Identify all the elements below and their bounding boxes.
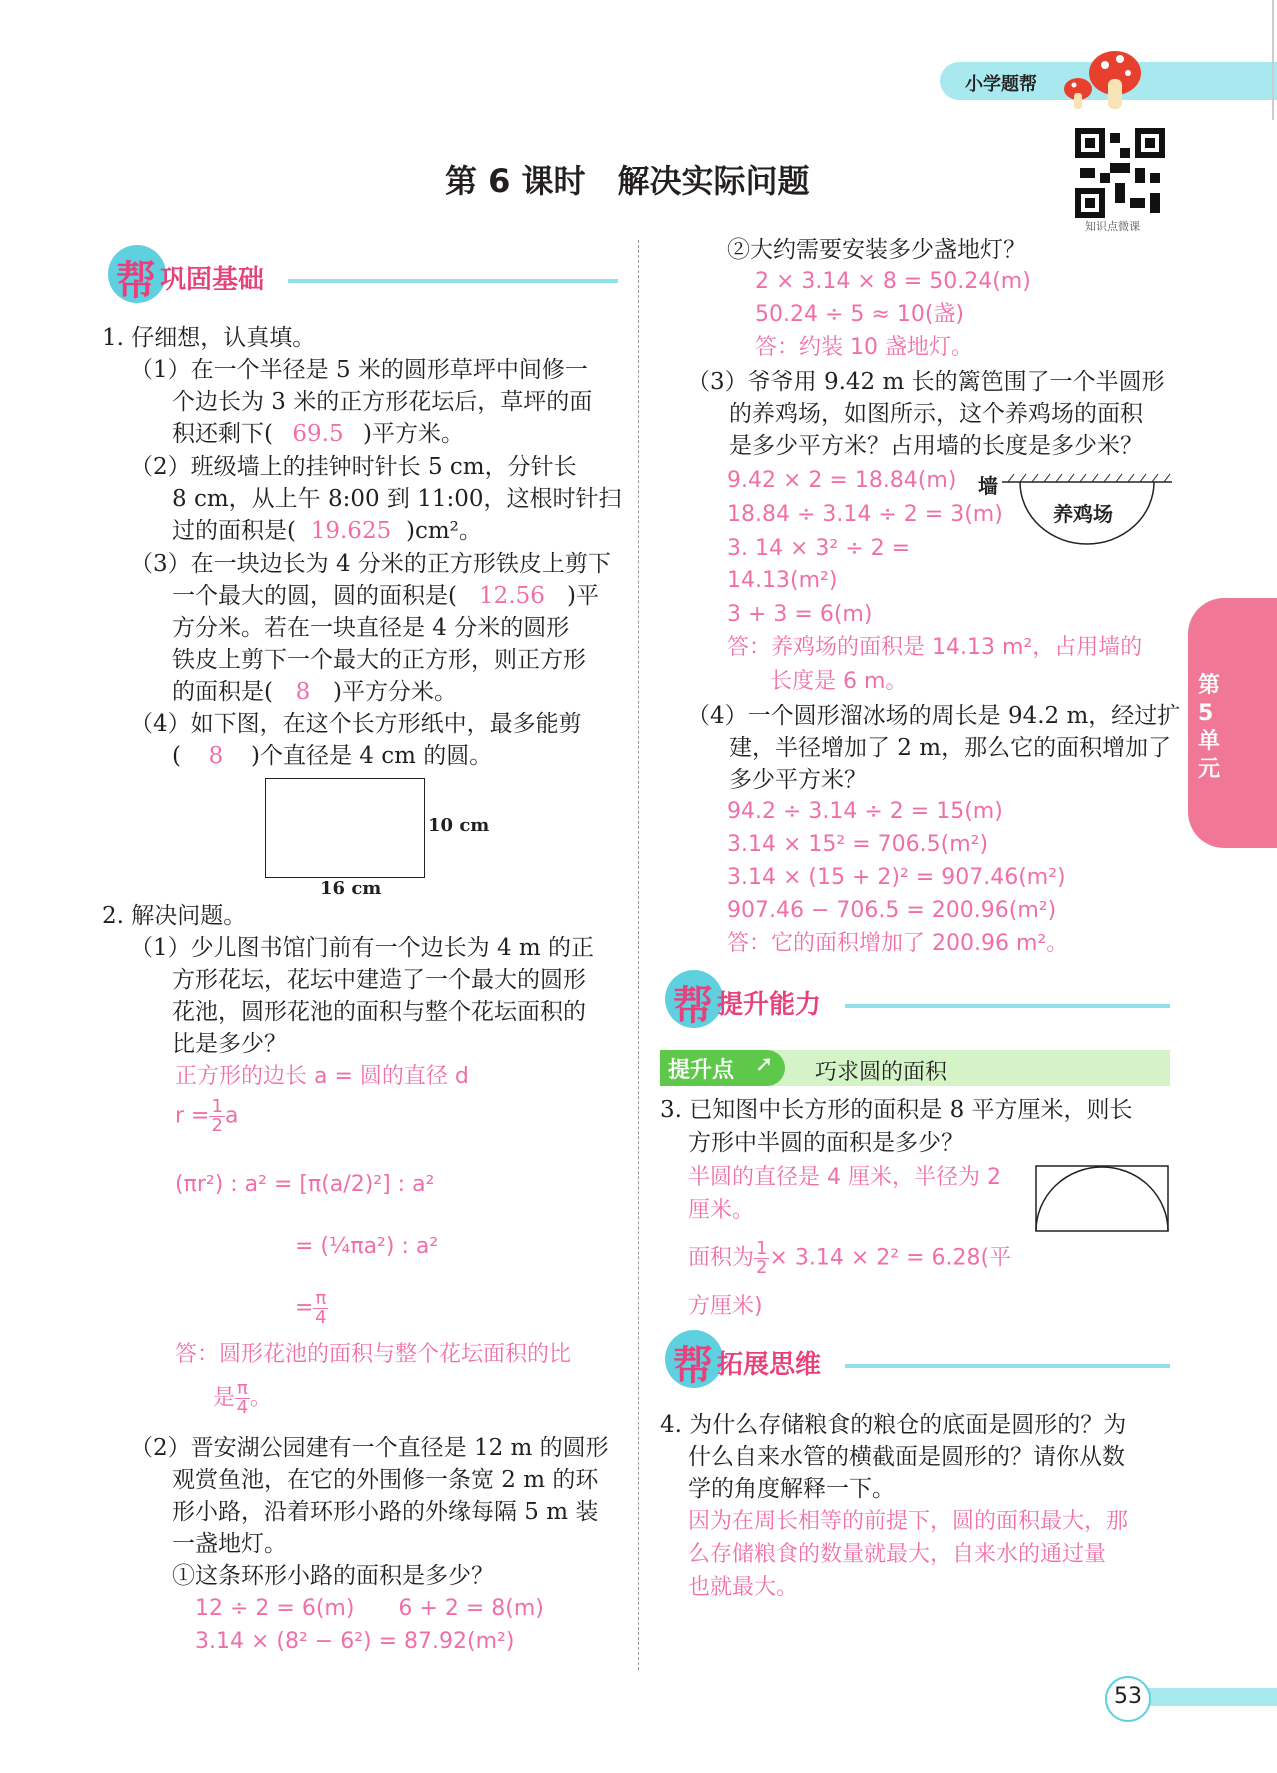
q3-line1: 3. 已知图中长方形的面积是 8 平方厘米，则长 — [660, 1097, 1133, 1123]
q2-p2-sub2: ②大约需要安装多少盏地灯？ — [727, 237, 1026, 263]
answer-blank[interactable]: 8 — [295, 679, 311, 705]
q4-answer3: 也就最大。 — [688, 1575, 799, 1600]
q2-p2-sub2-answer1: 2 × 3.14 × 8 = 50.24(m) — [755, 269, 1031, 294]
q1-p2-line3: 过的面积是( 19.625 )cm²。 — [172, 515, 482, 547]
q2-p3-line1: （3）爷爷用 9.42 m 长的篱笆围了一个半圆形 — [687, 369, 1165, 395]
q4-line1: 4. 为什么存储粮食的粮仓的底面是圆形的？为 — [660, 1412, 1127, 1438]
q2-p1-answer4: = (¼πa²) : a² — [295, 1234, 439, 1259]
q2-p1-answer2: r = $\frac{1}{2}$ a — [175, 1096, 239, 1136]
q2-p4-line1: （4）一个圆形溜冰场的周长是 94.2 m，经过扩 — [687, 703, 1181, 729]
q2-p2-line1: （2）晋安湖公园建有一个直径是 12 m 的圆形 — [130, 1435, 609, 1461]
answer-blank[interactable]: 69.5 — [292, 421, 344, 447]
page-number-band — [1130, 1688, 1277, 1706]
q2-p2-sub1-answer2: 3.14 × (8² − 6²) = 87.92(m²) — [195, 1629, 515, 1654]
page-title: 第 6 课时 解决实际问题 — [445, 162, 810, 200]
q2-p3-answer4: 14.13(m²) — [727, 568, 838, 593]
q2-p3-answer7: 长度是 6 m。 — [770, 669, 908, 694]
q2-p1-line1: （1）少儿图书馆门前有一个边长为 4 m 的正 — [130, 935, 595, 961]
q2-p2-sub1: ①这条环形小路的面积是多少？ — [172, 1563, 494, 1589]
chicken-yard-label: 养鸡场 — [1053, 502, 1113, 526]
q1-p1-line2: 个边长为 3 米的正方形花坛后，草坪的面 — [172, 389, 593, 415]
rect-width-label: 16 cm — [320, 878, 382, 899]
semicircle-rect-figure — [1035, 1165, 1170, 1233]
answer-blank[interactable]: 12.56 — [479, 583, 545, 609]
q1-p3-line5: 的面积是( 8 )平方分米。 — [172, 676, 457, 708]
q2-p2-line4: 一盏地灯。 — [172, 1531, 287, 1557]
q1-p1-line1: （1）在一个半径是 5 米的圆形草坪中间修一 — [130, 357, 588, 383]
section-improve-header: 帮 提升能力 — [665, 970, 1170, 1030]
q2-p3-answer1: 9.42 × 2 = 18.84(m) — [727, 468, 957, 493]
unit-tab-label: 第5单元 — [1198, 673, 1221, 782]
q1-p3-line1: （3）在一块边长为 4 分米的正方形铁皮上剪下 — [130, 551, 611, 577]
q2-p1-line2: 方形花坛，花坛中建造了一个最大的圆形 — [172, 967, 586, 993]
q1-p2-line2: 8 cm，从上午 8:00 到 11:00，这根时针扫 — [172, 486, 622, 512]
q2-p4-answer4: 907.46 − 706.5 = 200.96(m²) — [727, 898, 1057, 923]
brand-label: 小学题帮 — [965, 74, 1037, 95]
q2-p1-answer3: (πr²) : a² = [π(a/2)²] : a² — [175, 1172, 435, 1197]
q2-p4-line3: 多少平方米？ — [729, 767, 867, 793]
q2-p1-answer7: 是 $\frac{\pi}{4}$ 。 — [213, 1378, 272, 1418]
wall-label: 墙 — [978, 474, 998, 498]
page-edge — [1272, 0, 1274, 120]
q1-p4-line2: ( 8 )个直径是 4 cm 的圆。 — [172, 740, 492, 772]
arrow-icon: ➚ — [755, 1052, 774, 1077]
q3-line2: 方形中半圆的面积是多少？ — [688, 1130, 964, 1156]
q2-p3-answer6: 答：养鸡场的面积是 14.13 m²，占用墙的 — [727, 635, 1143, 660]
q3-answer1: 半圆的直径是 4 厘米，半径为 2 — [688, 1165, 1001, 1190]
q2-p2-sub2-answer3: 答：约装 10 盏地灯。 — [755, 335, 973, 360]
q2-p3-answer5: 3 + 3 = 6(m) — [727, 602, 873, 627]
q2-p1-answer1: 正方形的边长 a = 圆的直径 d — [175, 1064, 469, 1089]
q1-p2-line1: （2）班级墙上的挂钟时针长 5 cm，分针长 — [130, 454, 577, 480]
q3-answer3: 面积为 $\frac{1}{2}$ × 3.14 × 2² = 6.28(平 — [688, 1238, 1012, 1278]
q2-p4-line2: 建，半径增加了 2 m，那么它的面积增加了 — [729, 735, 1172, 761]
q4-line2: 什么自来水管的横截面是圆形的？请你从数 — [688, 1444, 1125, 1470]
q1-p4-line1: （4）如下图，在这个长方形纸中，最多能剪 — [130, 711, 582, 737]
q4-answer2: 么存储粮食的数量就最大，自来水的通过量 — [688, 1542, 1107, 1567]
qr-code-icon[interactable] — [1075, 128, 1165, 218]
q3-answer2: 厘米。 — [688, 1198, 755, 1223]
q2-p4-answer2: 3.14 × 15² = 706.5(m²) — [727, 832, 989, 857]
mushroom-icon — [1060, 45, 1150, 115]
section-expand-header: 帮 拓展思维 — [665, 1330, 1170, 1390]
qr-caption: 知识点微课 — [1085, 220, 1140, 233]
q1-p1-line3: 积还剩下( 69.5 )平方米。 — [172, 418, 464, 450]
q2-p1-line4: 比是多少？ — [172, 1031, 287, 1057]
q2-p3-line3: 是多少平方米？占用墙的长度是多少米？ — [729, 433, 1143, 459]
q2-p2-line2: 观赏鱼池，在它的外围修一条宽 2 m 的环 — [172, 1467, 599, 1493]
q2-p3-answer3: 3. 14 × 3² ÷ 2 = — [727, 536, 911, 561]
q2-p3-line2: 的养鸡场，如图所示，这个养鸡场的面积 — [729, 401, 1143, 427]
improve-topic: 巧求圆的面积 — [815, 1060, 948, 1085]
q1-p3-line3: 方分米。若在一块直径是 4 分米的圆形 — [172, 615, 570, 641]
q3-answer4: 方厘米) — [688, 1294, 763, 1319]
q2-p4-answer5: 答：它的面积增加了 200.96 m²。 — [727, 931, 1069, 956]
q2-p1-answer5: = $\frac{\pi}{4}$ — [295, 1288, 327, 1328]
q2-p4-answer3: 3.14 × (15 + 2)² = 907.46(m²) — [727, 865, 1066, 890]
q2-p1-line3: 花池，圆形花池的面积与整个花坛面积的 — [172, 999, 586, 1025]
q4-answer1: 因为在周长相等的前提下，圆的面积最大，那 — [688, 1509, 1129, 1534]
q4-line3: 学的角度解释一下。 — [688, 1476, 895, 1502]
improve-tag-label: 提升点 — [668, 1058, 735, 1083]
rectangle-figure — [265, 778, 425, 878]
q1-title: 1. 仔细想，认真填。 — [102, 325, 316, 351]
q2-p2-sub1-answer1: 12 ÷ 2 = 6(m) 6 + 2 = 8(m) — [195, 1596, 544, 1621]
q2-p4-answer1: 94.2 ÷ 3.14 ÷ 2 = 15(m) — [727, 799, 1003, 824]
q2-p2-line3: 形小路，沿着环形小路的外缘每隔 5 m 装 — [172, 1499, 599, 1525]
answer-blank[interactable]: 8 — [208, 743, 224, 769]
page-number: 53 — [1114, 1684, 1142, 1709]
column-divider — [638, 240, 639, 1670]
q1-p3-line2: 一个最大的圆，圆的面积是( 12.56 )平 — [172, 580, 599, 612]
q1-p3-line4: 铁皮上剪下一个最大的正方形，则正方形 — [172, 647, 586, 673]
q2-p2-sub2-answer2: 50.24 ÷ 5 ≈ 10(盏) — [755, 302, 964, 327]
q2-p1-answer6: 答：圆形花池的面积与整个花坛面积的比 — [175, 1342, 572, 1367]
q2-p3-answer2: 18.84 ÷ 3.14 ÷ 2 = 3(m) — [727, 502, 1003, 527]
section-basics-header: 帮 巩固基础 — [108, 245, 618, 305]
rect-height-label: 10 cm — [428, 815, 490, 836]
answer-blank[interactable]: 19.625 — [310, 518, 392, 544]
q2-title: 2. 解决问题。 — [102, 903, 247, 929]
